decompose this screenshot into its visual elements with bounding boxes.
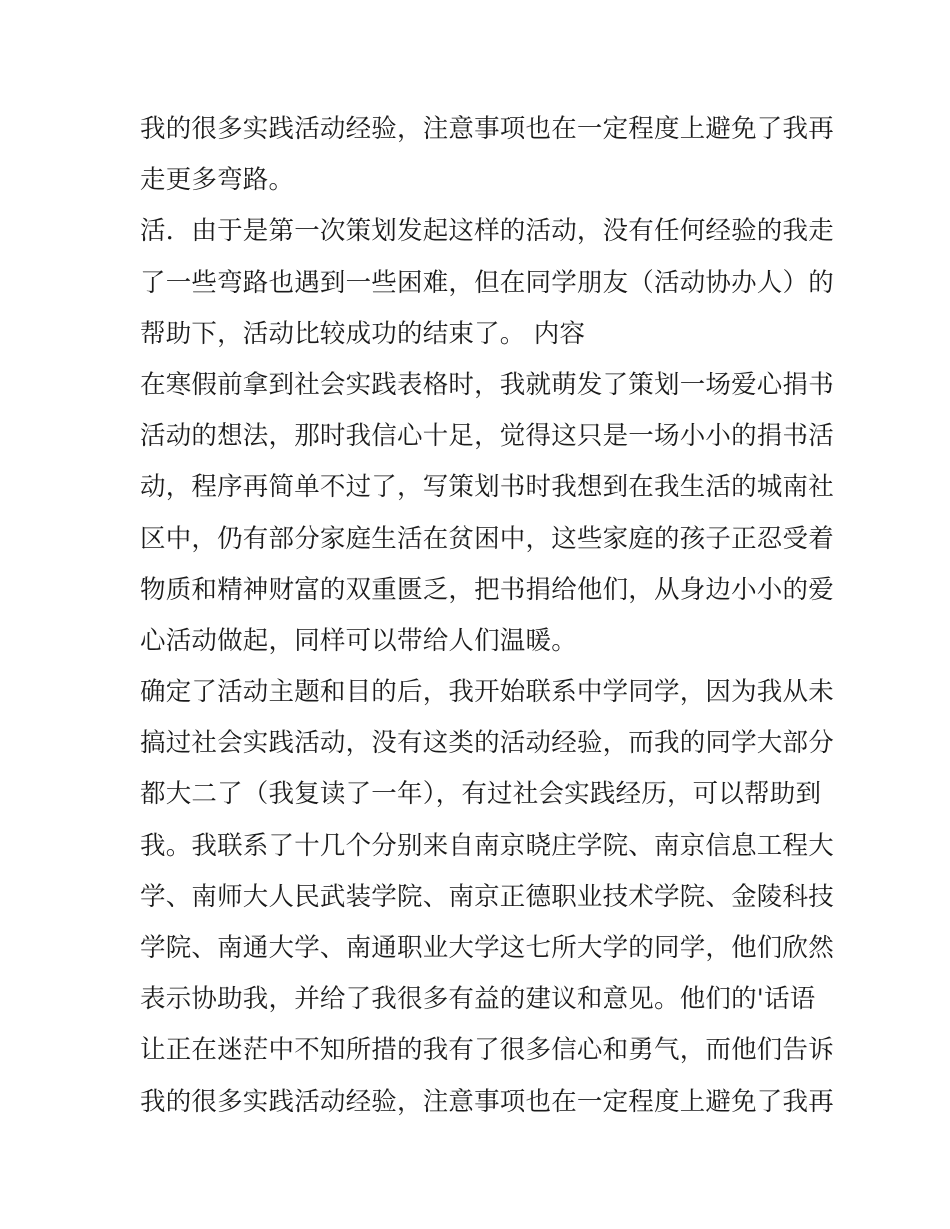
text-line: 我的很多实践活动经验，注意事项也在一定程度上避免了我再 xyxy=(140,1086,834,1117)
text-line: 学院、南通大学、南通职业大学这七所大学的同学，他们欣然 xyxy=(140,933,834,963)
text-line: 走更多弯路。 xyxy=(140,165,295,196)
text-line: 活动的想法，那时我信心十足，觉得这只是一场小小的捐书活 xyxy=(140,421,834,452)
text-line: 确定了活动主题和目的后，我开始联系中学同学，因为我从未 xyxy=(140,677,834,708)
text-line: 活．由于是第一次策划发起这样的活动，没有任何经验的我走 xyxy=(140,216,834,247)
text-line: 物质和精神财富的双重匮乏，把书捐给他们，从身边小小的爱 xyxy=(140,574,834,605)
text-line: 让正在迷茫中不知所措的我有了很多信心和勇气，而他们告诉 xyxy=(140,1035,834,1066)
text-line: 心活动做起，同样可以带给人们温暖。 xyxy=(140,625,577,656)
text-line: 搞过社会实践活动，没有这类的活动经验，而我的同学大部分 xyxy=(140,728,834,759)
text-line: 帮助下，活动比较成功的结束了。 内容 xyxy=(140,318,586,349)
text-line: 区中，仍有部分家庭生活在贫困中，这些家庭的孩子正忍受着 xyxy=(140,523,834,554)
text-line: 了一些弯路也遇到一些困难，但在同学朋友（活动协办人）的 xyxy=(140,267,834,298)
document-page xyxy=(140,104,834,1128)
text-line: 表示协助我，并给了我很多有益的建议和意见。他们的'话语 xyxy=(140,984,816,1015)
text-line: 我的很多实践活动经验，注意事项也在一定程度上避免了我再 xyxy=(140,114,834,144)
text-line: 我。我联系了十几个分别来自南京晓庄学院、南京信息工程大 xyxy=(140,830,834,861)
text-line: 动，程序再简单不过了，写策划书时我想到在我生活的城南社 xyxy=(140,472,834,503)
text-line: 学、南师大人民武装学院、南京正德职业技术学院、金陵科技 xyxy=(140,881,834,912)
text-line: 都大二了（我复读了一年），有过社会实践经历，可以帮助到 xyxy=(140,779,822,810)
text-line: 在寒假前拿到社会实践表格时，我就萌发了策划一场爱心捐书 xyxy=(140,369,834,400)
